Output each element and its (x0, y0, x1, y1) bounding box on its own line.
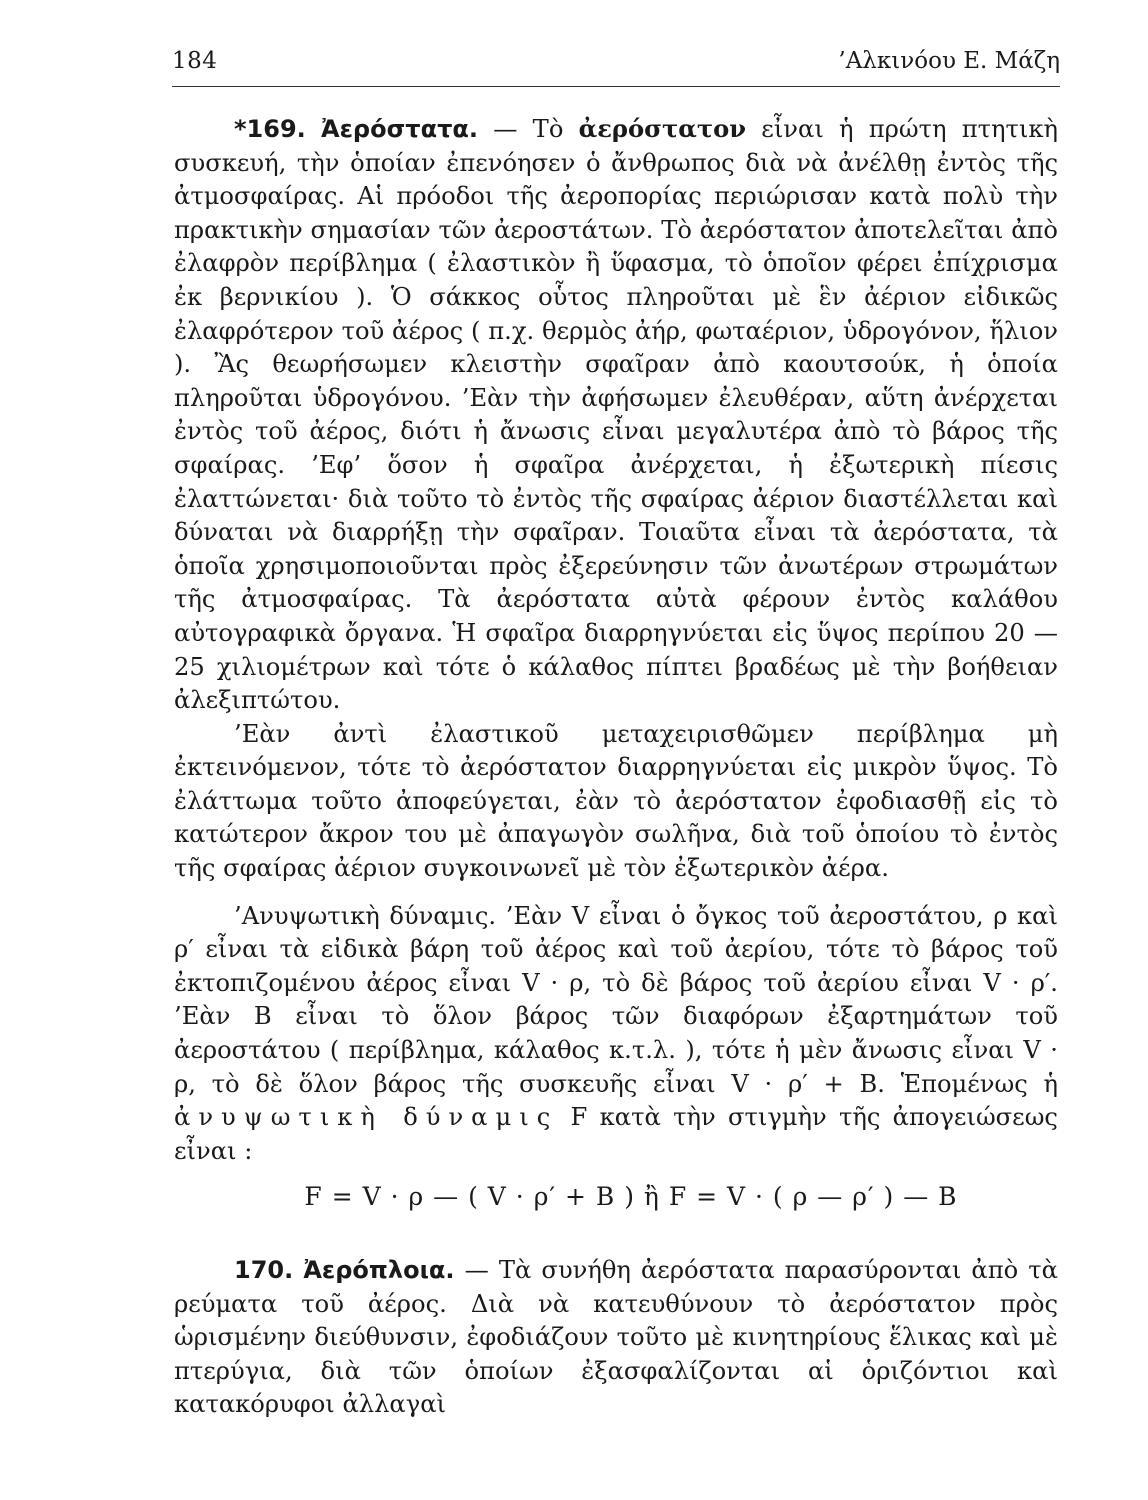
lift-force-lead: ’Ανυψωτικὴ δύναμις. (234, 901, 497, 930)
lift-force-text-a: ’Εὰν V εἶναι ὁ ὄγκος τοῦ ἀεροστάτου, ρ καὶ ρ′ εἶναι τὰ εἰδικὰ βάρη τοῦ ἀέρος καὶ τοῦ ἀερίου, τότε τὸ βάρος τοῦ ἐκτοπιζομένου ἀέρος εἶναι V · ρ, τὸ δὲ βάρος τοῦ ἀερίου εἶναι V · ρ′. ’Εὰν B εἶναι τὸ ὅλον βάρος τῶν διαφόρων ἐξαρτημάτων τοῦ ἀεροστάτου ( περίβλημα, κάλαθος κ.τ.λ. ), τότε ἡ μὲν ἄνωσις εἶναι V · ρ, τὸ δὲ ὅλον βάρος τῆς συσκευῆς εἶναι V · ρ′ + B. Ἑπομένως ἡ (174, 901, 1058, 1098)
running-head: ’Αλκινόου Ε. Μάζη (838, 48, 1060, 74)
body-text (174, 112, 1058, 1422)
section-170-paragraph-1 (174, 1254, 1058, 1422)
page-number: 184 (172, 48, 218, 74)
section-170-text: — Τὰ συνήθη ἀερόστατα παρασύρονται ἀπὸ τὰ ρεύματα τοῦ ἀέρος. Διὰ νὰ κατευθύνουν τὸ ἀερόστατον πρὸς ὡρισμένην διεύθυνσιν, ἐφοδιάζουν τοῦτο μὲ κινητηρίους ἕλικας καὶ μὲ πτερύγια, διὰ τῶν ὁποίων ἐξασφαλίζονται αἱ ὁριζόντιοι καὶ κατακόρυφοι ἀλλαγαὶ (174, 1256, 1058, 1419)
section-gap (174, 1214, 1058, 1254)
section-169-paragraph-1 (174, 112, 1058, 718)
section-169-dash: — Τὸ (478, 115, 579, 143)
paragraph-gap (174, 886, 1058, 900)
section-169-text: εἶναι ἡ πρώτη πτητικὴ συσκευή, τὴν ὁποίαν ἐπενόησεν ὁ ἄνθρωπος διὰ νὰ ἀνέλθῃ ἐντὸς τῆς ἀτμοσφαίρας. Αἱ πρόοδοι τῆς ἀεροπορίας περιώρισαν κατὰ πολὺ τὴν πρακτικὴν σημασίαν τῶν ἀεροστάτων. Τὸ ἀερόστατον ἀποτελεῖται ἀπὸ ἐλαφρὸν περίβλημα ( ἐλαστικὸν ἢ ὕφασμα, τὸ ὁποῖον φέρει ἐπίχρισμα ἐκ βερνικίου ). Ὁ σάκκος οὗτος πληροῦται μὲ ἓν ἀέριον εἰδικῶς ἐλαφρότερον τοῦ ἀέρος ( π.χ. θερμὸς ἀήρ, φωταέριον, ὑδρογόνον, ἥλιον ). Ἂς θεωρήσωμεν κλειστὴν σφαῖραν ἀπὸ καουτσούκ, ἡ ὁποία πληροῦται ὑδρογόνου. ’Εὰν τὴν ἀφήσωμεν ἐλευθέραν, αὕτη ἀνέρχεται ἐντὸς τοῦ ἀέρος, διότι ἡ ἄνωσις εἶναι μεγαλυτέρα ἀπὸ τὸ βάρος τῆς σφαίρας. ’Εφ’ ὅσον ἡ σφαῖρα ἀνέρχεται, ἡ ἐξωτερικὴ πίεσις ἐλαττώνεται· διὰ τοῦτο τὸ ἐντὸς τῆς σφαίρας ἀέριον διαστέλλεται καὶ δύναται νὰ διαρρήξῃ τὴν σφαῖραν. Τοιαῦτα εἶναι τὰ ἀερόστατα, τὰ ὁποῖα χρησιμοποιοῦνται πρὸς ἐξερεύνησιν τῶν ἀνωτέρων στρωμάτων τῆς ἀτμοσφαίρας. Τὰ ἀερόστατα αὐτὰ φέρουν ἐντὸς καλάθου αὐτογραφικὰ ὄργανα. Ἡ σφαῖρα διαρρηγνύεται εἰς ὕψος περίπου 20 — 25 χιλιομέτρων καὶ τότε ὁ κάλαθος πίπτει βραδέως μὲ τὴν βοήθειαν ἀλεξιπτώτου. (174, 115, 1058, 715)
page-header (172, 46, 1060, 87)
section-169-paragraph-2: ’Εὰν ἀντὶ ἐλαστικοῦ μεταχειρισθῶμεν περίβλημα μὴ ἐκτεινόμενον, τότε τὸ ἀερόστατον διαρρηγνύεται εἰς μικρὸν ὕψος. Τὸ ἐλάττωμα τοῦτο ἀποφεύγεται, ἐὰν τὸ ἀερόστατον ἐφοδιασθῇ εἰς τὸ κατώτερον ἄκρον του μὲ ἀπαγωγὸν σωλῆνα, διὰ τοῦ ὁποίου τὸ ἐντὸς τῆς σφαίρας ἀέριον συγκοινωνεῖ μὲ τὸν ἐξωτερικὸν ἀέρα. (174, 719, 1058, 883)
section-170-number: 170. (234, 1256, 294, 1284)
section-170-title: Ἀερόπλοια. (303, 1256, 455, 1284)
lift-force-spaced-term: ἀνυψωτικὴ δύναμις (174, 1103, 559, 1132)
section-169-term: ἀερόστατον (578, 114, 747, 143)
section-169-paragraph-3 (174, 900, 1058, 1169)
lift-force-text-b: F κατὰ τὴν στιγμὴν τῆς ἀπογειώσεως εἶναι : (174, 1103, 1058, 1165)
section-169-title: Ἀερόστατα. (321, 115, 479, 143)
lift-force-formula: F = V · ρ — ( V · ρ′ + B ) ἢ F = V · ( ρ — ρ′ ) — B (304, 1182, 958, 1212)
section-169-number: *169. (234, 115, 306, 143)
